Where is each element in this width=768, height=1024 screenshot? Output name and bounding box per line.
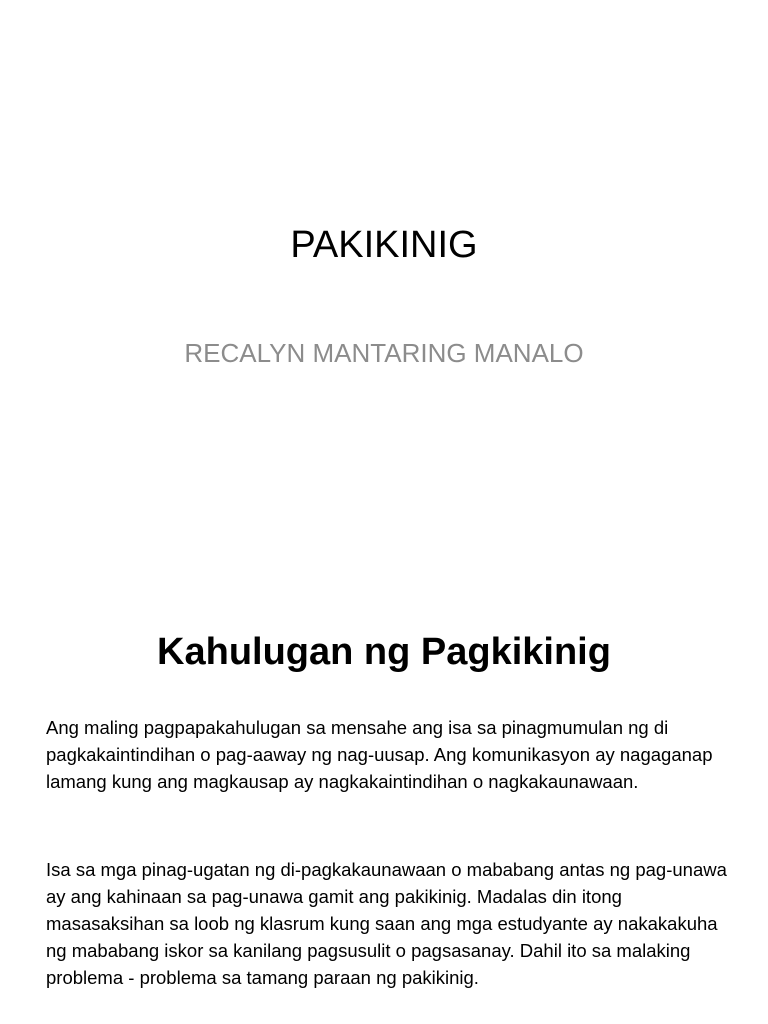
slide-title: PAKIKINIG [290,224,478,266]
content-slide [0,512,768,1024]
body-paragraph: Isa sa mga pinag-ugatan ng di-pagkakaunawaan o mababang antas ng pag-unawa ay ang kahinaan sa pag-unawa gamit ang pakikinig. Madalas din itong masasaksihan sa loob ng klasrum kung saan ang mga estudyante ay nakakakuha ng mababang iskor sa kanilang pagsusulit o pagsasanay. Dahil ito sa malaking problema - problema sa tamang paraan ng pakikinig. [46,859,727,988]
section-title: Kahulugan ng Pagkikinig [157,631,611,673]
slide-author: RECALYN MANTARING MANALO [184,338,584,368]
body-paragraph: Ang maling pagpapakahulugan sa mensahe ang isa sa pinagmumulan ng di pagkakaintindihan o pag-aaway ng nag-uusap. Ang komunikasyon ay nagaganap lamang kung ang magkausap ay nagkakaintindihan o nagkakaunawaan. [46,717,713,792]
